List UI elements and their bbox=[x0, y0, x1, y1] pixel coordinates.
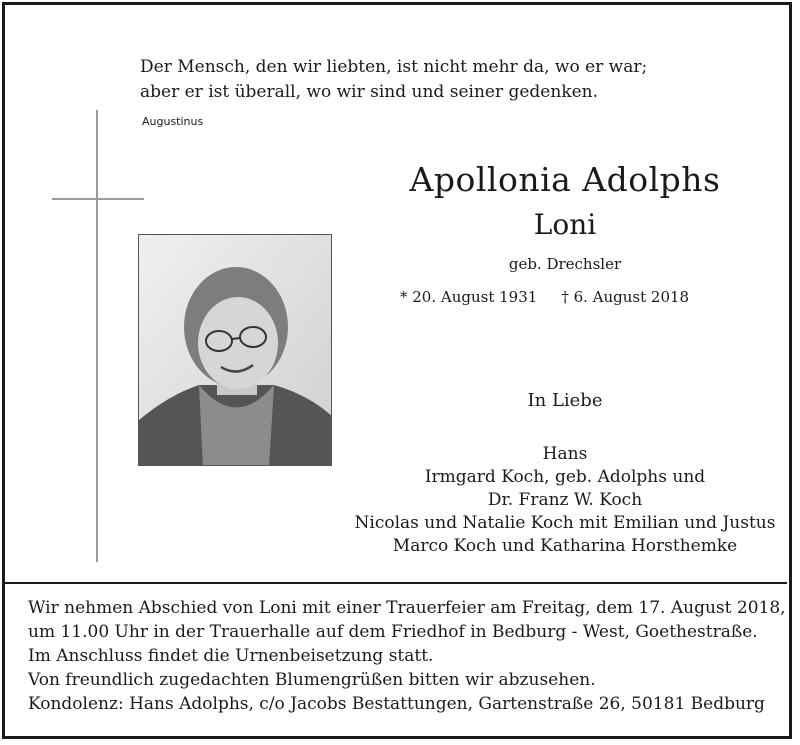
condolence-address: Kondolenz: Hans Adolphs, c/o Jacobs Bestattungen, Gartenstraße 26, 50181 Bedburg bbox=[28, 694, 765, 714]
deceased-nickname: Loni bbox=[533, 208, 597, 241]
death-date: † 6. August 2018 bbox=[561, 288, 690, 306]
portrait-illustration bbox=[139, 235, 332, 466]
mourner-line: Nicolas und Natalie Koch mit Emilian und Justus bbox=[354, 513, 776, 533]
mourners-list bbox=[330, 443, 800, 558]
mourner-line: Irmgard Koch, geb. Adolphs und bbox=[424, 467, 706, 487]
birth-date: * 20. August 1931 bbox=[400, 288, 538, 306]
mourner-line: Marco Koch und Katharina Horsthemke bbox=[392, 536, 738, 556]
funeral-line: um 11.00 Uhr in der Trauerhalle auf dem Friedhof in Bedburg - West, Goethestraße. bbox=[28, 622, 758, 642]
quote bbox=[140, 55, 700, 105]
birth-name: geb. Drechsler bbox=[508, 255, 622, 273]
deceased-name: Apollonia Adolphs bbox=[409, 160, 721, 199]
quote-line-1: Der Mensch, den wir liebten, ist nicht mehr da, wo er war; bbox=[140, 57, 648, 77]
funeral-line: Wir nehmen Abschied von Loni mit einer Trauerfeier am Freitag, dem 17. August 2018, bbox=[28, 598, 786, 618]
cross-icon bbox=[96, 110, 98, 562]
portrait-photo bbox=[138, 234, 332, 466]
funeral-line: Im Anschluss findet die Urnenbeisetzung statt. bbox=[28, 646, 434, 666]
funeral-line: Von freundlich zugedachten Blumengrüßen bitten wir abzusehen. bbox=[28, 670, 596, 690]
quote-author: Augustinus bbox=[142, 115, 204, 128]
mourner-line: Dr. Franz W. Koch bbox=[487, 490, 643, 510]
cross-icon-bar bbox=[52, 198, 144, 200]
divider bbox=[5, 582, 787, 584]
life-dates bbox=[400, 288, 720, 306]
quote-line-2: aber er ist überall, wo wir sind und seiner gedenken. bbox=[140, 82, 599, 102]
mourners-intro: In Liebe bbox=[527, 390, 603, 411]
funeral-info bbox=[28, 596, 788, 692]
mourner-line: Hans bbox=[542, 444, 588, 464]
